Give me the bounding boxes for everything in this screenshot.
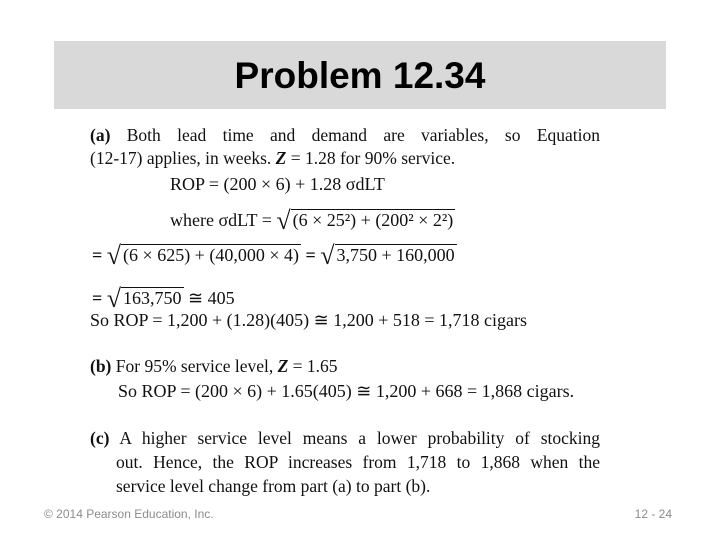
part-b-text-1-start: For 95% service level, xyxy=(115,356,274,376)
step-2-line xyxy=(92,283,235,313)
part-a-line-2 xyxy=(90,150,455,168)
part-c-label: (c) xyxy=(90,428,110,448)
square-root-icon: √ xyxy=(106,284,122,313)
copyright-footer: © 2014 Pearson Education, Inc. xyxy=(44,507,214,521)
part-a-text-2-end: = 1.28 for 90% service. xyxy=(290,148,456,168)
square-root-icon: √ xyxy=(320,241,335,270)
so-rop-line: So ROP = 1,200 + (1.28)(405) ≅ 1,200 + 518 = 1,718 cigars xyxy=(90,310,528,330)
square-root-icon: √ xyxy=(106,241,122,270)
part-b-label: (b) xyxy=(90,356,112,376)
part-b-line-1 xyxy=(90,358,338,376)
slide-title: Problem 12.34 xyxy=(234,55,486,96)
step-1-line xyxy=(92,240,457,270)
step-2-result: ≅ 405 xyxy=(188,288,235,308)
part-b-line-2: So ROP = (200 × 6) + 1.65(405) ≅ 1,200 + 668 = 1,868 cigars. xyxy=(118,381,575,401)
part-a-z-label: Z xyxy=(275,148,287,168)
part-c-line-3: service level change from part (a) to part (b). xyxy=(116,476,431,496)
title-bar xyxy=(54,41,666,109)
page-number: 12 - 24 xyxy=(634,507,672,521)
part-c-line-1 xyxy=(90,430,600,448)
step-1-radicand-2: 3,750 + 160,000 xyxy=(336,245,455,265)
step-2-radicand: 163,750 xyxy=(123,288,182,308)
where-label: where σdLT = xyxy=(170,210,272,230)
part-a-text-1: Both lead time and demand are variables, so Equation xyxy=(126,125,601,145)
part-c-line-2 xyxy=(116,454,600,472)
square-root-icon: √ xyxy=(276,206,291,235)
part-a-label: (a) xyxy=(90,125,111,145)
part-b-text-1-end: = 1.65 xyxy=(292,356,338,376)
rop-formula: ROP = (200 × 6) + 1.28 σdLT xyxy=(170,174,385,194)
part-a-text-2-start: (12-17) applies, in weeks. xyxy=(90,148,272,168)
part-c-text-2: out. Hence, the ROP increases from 1,718 to 1,868 when the xyxy=(116,452,600,472)
step-1-prefix: = xyxy=(92,245,103,265)
where-sigma-line xyxy=(170,205,455,235)
step-2-prefix: = xyxy=(92,288,103,308)
step-1-radicand: (6 × 625) + (40,000 × 4) xyxy=(123,245,299,265)
step-1-equals: = xyxy=(305,245,316,265)
where-radicand: (6 × 25²) + (200² × 2²) xyxy=(292,210,454,230)
part-c-text-1: A higher service level means a lower probability of stocking xyxy=(119,428,600,448)
part-b-z-label: Z xyxy=(277,356,289,376)
part-a-line-1 xyxy=(90,127,600,145)
